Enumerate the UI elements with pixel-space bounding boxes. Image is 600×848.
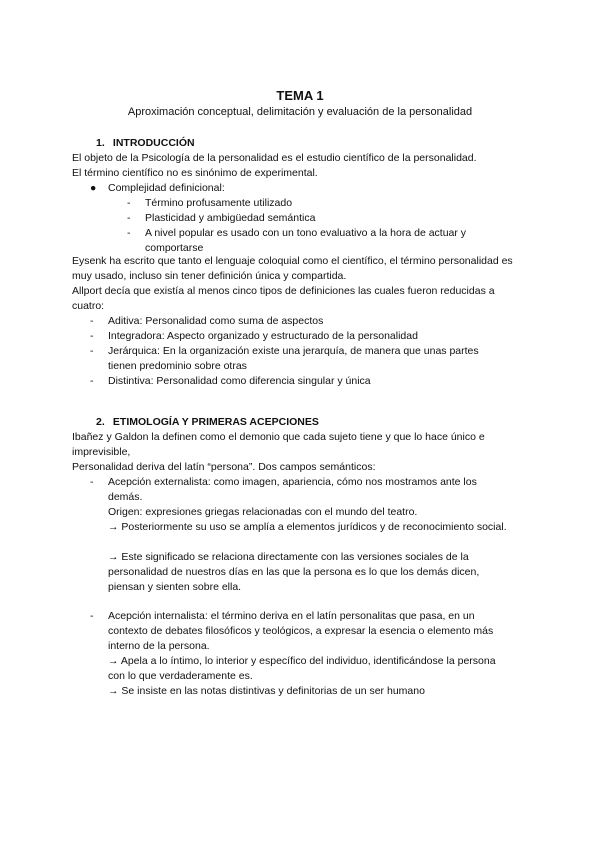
dash-icon: - [127, 212, 131, 224]
page-title: TEMA 1 [276, 88, 324, 103]
externalist-definition: Acepción externalista: como imagen, apariencia, cómo nos mostramos ante los demás. [108, 476, 477, 503]
dash-icon: - [90, 375, 94, 387]
definition-type-item: Integradora: Aspecto organizado y estructurado de la personalidad [108, 330, 418, 342]
externalist-origin: Origen: expresiones griegas relacionadas con el mundo del teatro. [108, 506, 418, 518]
definition-type-item: Aditiva: Personalidad como suma de aspectos [108, 315, 324, 327]
sub-list-item: Plasticidad y ambigüedad semántica [145, 212, 316, 224]
externalist-note: → Posteriormente su uso se amplía a elementos jurídicos y de reconocimiento social. [108, 521, 507, 533]
section-1-heading [96, 136, 195, 151]
externalist-note: → Este significado se relaciona directamente con las versiones sociales de la personalidad de nuestros días en las que la persona es lo que los demás dicen, piensan y sienten sobre ella. [108, 551, 480, 593]
page-subtitle: Aproximación conceptual, delimitación y evaluación de la personalidad [127, 106, 473, 118]
bullet-item: Complejidad definicional: [108, 182, 225, 194]
section-2-title: ETIMOLOGÍA Y PRIMERAS ACEPCIONES [112, 416, 319, 428]
paragraph: Ibañez y Galdon la definen como el demonio que cada sujeto tiene y que lo hace único e imprevisible, [72, 431, 485, 458]
dash-icon: - [127, 227, 131, 239]
section-1-number: 1. [96, 137, 105, 149]
dash-icon: - [90, 315, 94, 327]
paragraph: El objeto de la Psicología de la personalidad es el estudio científico de la personalidad. [72, 152, 477, 164]
section-2-heading [96, 415, 319, 430]
dash-icon: - [90, 610, 94, 622]
dash-icon: - [127, 197, 131, 209]
section-2-number: 2. [96, 416, 105, 428]
dash-icon: - [90, 330, 94, 342]
dash-icon: - [90, 345, 94, 357]
internalist-definition: Acepción internalista: el término deriva en el latín personalitas que pasa, en un contexto de debates filosóficos y teológicos, a expresar la esencia o elemento más interno de la persona. [108, 610, 494, 652]
paragraph: Personalidad deriva del latín “persona”. Dos campos semánticos: [72, 461, 376, 473]
sub-list-item: A nivel popular es usado con un tono evaluativo a la hora de actuar y comportarse [145, 227, 467, 254]
paragraph: Allport decía que existía al menos cinco tipos de definiciones las cuales fueron reducidas a cuatro: [72, 285, 495, 312]
paragraph: El término científico no es sinónimo de experimental. [72, 167, 318, 179]
paragraph: Eysenk ha escrito que tanto el lenguaje coloquial como el científico, el término personalidad es muy usado, incluso sin tener definición única y compartida. [72, 255, 513, 282]
definition-type-item: Jerárquica: En la organización existe una jerarquía, de manera que unas partes tienen predominio sobre otras [108, 345, 479, 372]
section-1-title: INTRODUCCIÓN [112, 137, 195, 149]
dash-icon: - [90, 476, 94, 488]
definition-type-item: Distintiva: Personalidad como diferencia singular y única [108, 375, 371, 387]
sub-list-item: Término profusamente utilizado [145, 197, 293, 209]
internalist-note: → Apela a lo íntimo, lo interior y específico del individuo, identificándose la persona con lo que verdaderamente es. [108, 655, 496, 682]
bullet-icon: ● [90, 182, 97, 194]
internalist-note: → Se insiste en las notas distintivas y definitorias de un ser humano [108, 685, 425, 697]
